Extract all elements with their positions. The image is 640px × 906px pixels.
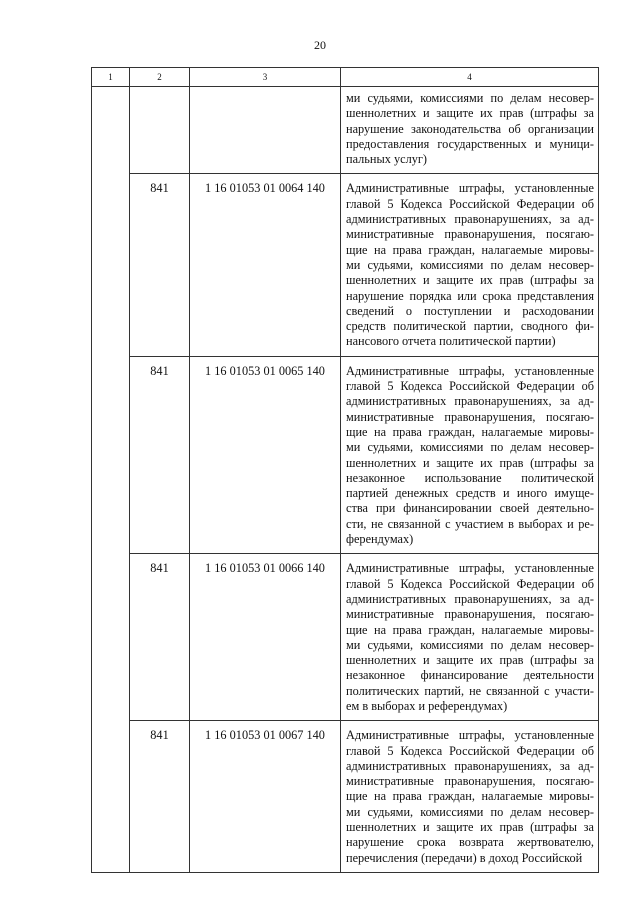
description-line: партией денежных средств и иного имуще- (346, 486, 594, 501)
cell-number (92, 721, 130, 873)
cell-description (341, 356, 599, 554)
description-line: нарушение порядка или срока представления (346, 288, 594, 303)
column-header-1: 1 (92, 68, 130, 87)
cell-budget-classification-code: 1 16 01053 01 0065 140 (190, 356, 341, 554)
description-line: шеннолетних и защите их прав (штрафы за (346, 273, 594, 288)
description-line: главой 5 Кодекса Российской Федерации об (346, 379, 594, 394)
page-number: 20 (314, 38, 326, 52)
description-line: ми судьями, комиссиями по делам несовер- (346, 257, 594, 272)
description-line: шеннолетних и защите их прав (штрафы за (346, 455, 594, 470)
description-line: министративные правонарушения, посягаю- (346, 774, 594, 789)
description-line: незаконное финансирование деятельности (346, 668, 594, 683)
description-line: ми судьями, комиссиями по делам несовер- (346, 804, 594, 819)
description-line: главой 5 Кодекса Российской Федерации об (346, 743, 594, 758)
cell-description (341, 174, 599, 356)
description-line: шеннолетних и защите их прав (штрафы за (346, 820, 594, 835)
description-line: ства при финансировании своей деятельно- (346, 501, 594, 516)
table-row (92, 87, 599, 174)
budget-codes-table (91, 67, 599, 873)
description-line: нарушение законодательства об организации (346, 121, 594, 136)
description-line: перечисления (передачи) в доход Российской (346, 850, 583, 865)
description-line: средств политической партии, сводного фи- (346, 319, 594, 334)
table-row (92, 721, 599, 873)
description-line: щие на права граждан, налагаемые мировы- (346, 424, 594, 439)
cell-budget-classification-code: 1 16 01053 01 0064 140 (190, 174, 341, 356)
description-line: Административные штрафы, установленные (346, 181, 594, 196)
table-body (92, 87, 599, 873)
description-line: главой 5 Кодекса Российской Федерации об (346, 196, 594, 211)
header-row (92, 68, 599, 87)
cell-budget-classification-code: 1 16 01053 01 0066 140 (190, 554, 341, 721)
description-line: сти, не связанной с участием в выборах и ре- (346, 516, 594, 531)
description-line: Административные штрафы, установленные (346, 728, 594, 743)
cell-number (92, 356, 130, 554)
cell-budget-classification-code (190, 87, 341, 174)
cell-admin-code: 841 (130, 174, 190, 356)
cell-admin-code: 841 (130, 554, 190, 721)
description-line: предоставления государственных и муници- (346, 136, 594, 151)
cell-description (341, 87, 599, 174)
table-row (92, 554, 599, 721)
description-line: ми судьями, комиссиями по делам несовер- (346, 440, 594, 455)
cell-admin-code: 841 (130, 721, 190, 873)
description-line: щие на права граждан, налагаемые мировы- (346, 622, 594, 637)
cell-budget-classification-code: 1 16 01053 01 0067 140 (190, 721, 341, 873)
description-line: административных правонарушениях, за ад- (346, 212, 594, 227)
description-line: шеннолетних и защите их прав (штрафы за (346, 106, 594, 121)
description-line: политических партий, не связанной с участи- (346, 683, 594, 698)
description-line: административных правонарушениях, за ад- (346, 758, 594, 773)
cell-number (92, 174, 130, 356)
description-line: ферендумах) (346, 532, 414, 547)
description-line: сведений о поступлении и расходовании (346, 303, 594, 318)
cell-admin-code (130, 87, 190, 174)
description-line: ем в выборах и референдумах) (346, 698, 508, 713)
column-header-2: 2 (130, 68, 190, 87)
cell-description (341, 554, 599, 721)
description-line: незаконное использование политической (346, 470, 594, 485)
description-line: административных правонарушениях, за ад- (346, 591, 594, 606)
description-line: щие на права граждан, налагаемые мировы- (346, 789, 594, 804)
description-line: главой 5 Кодекса Российской Федерации об (346, 576, 594, 591)
cell-number (92, 554, 130, 721)
description-line: нарушение срока возврата жертвователю, (346, 835, 594, 850)
column-header-3: 3 (190, 68, 341, 87)
description-line: Административные штрафы, установленные (346, 363, 594, 378)
cell-admin-code: 841 (130, 356, 190, 554)
table-header (92, 68, 599, 87)
cell-description (341, 721, 599, 873)
description-line: щие на права граждан, налагаемые мировы- (346, 242, 594, 257)
description-line: министративные правонарушения, посягаю- (346, 607, 594, 622)
table-row (92, 356, 599, 554)
description-line: Административные штрафы, установленные (346, 561, 594, 576)
description-line: министративные правонарушения, посягаю- (346, 409, 594, 424)
cell-number (92, 87, 130, 174)
table-row (92, 174, 599, 356)
description-line: шеннолетних и защите их прав (штрафы за (346, 653, 594, 668)
description-line: ми судьями, комиссиями по делам несовер- (346, 637, 594, 652)
description-line: административных правонарушениях, за ад- (346, 394, 594, 409)
description-line: министративные правонарушения, посягаю- (346, 227, 594, 242)
description-line: ми судьями, комиссиями по делам несовер- (346, 91, 594, 105)
description-line: пальных услуг) (346, 152, 427, 167)
description-line: нансового отчета политической партии) (346, 334, 556, 349)
column-header-4: 4 (341, 68, 599, 87)
